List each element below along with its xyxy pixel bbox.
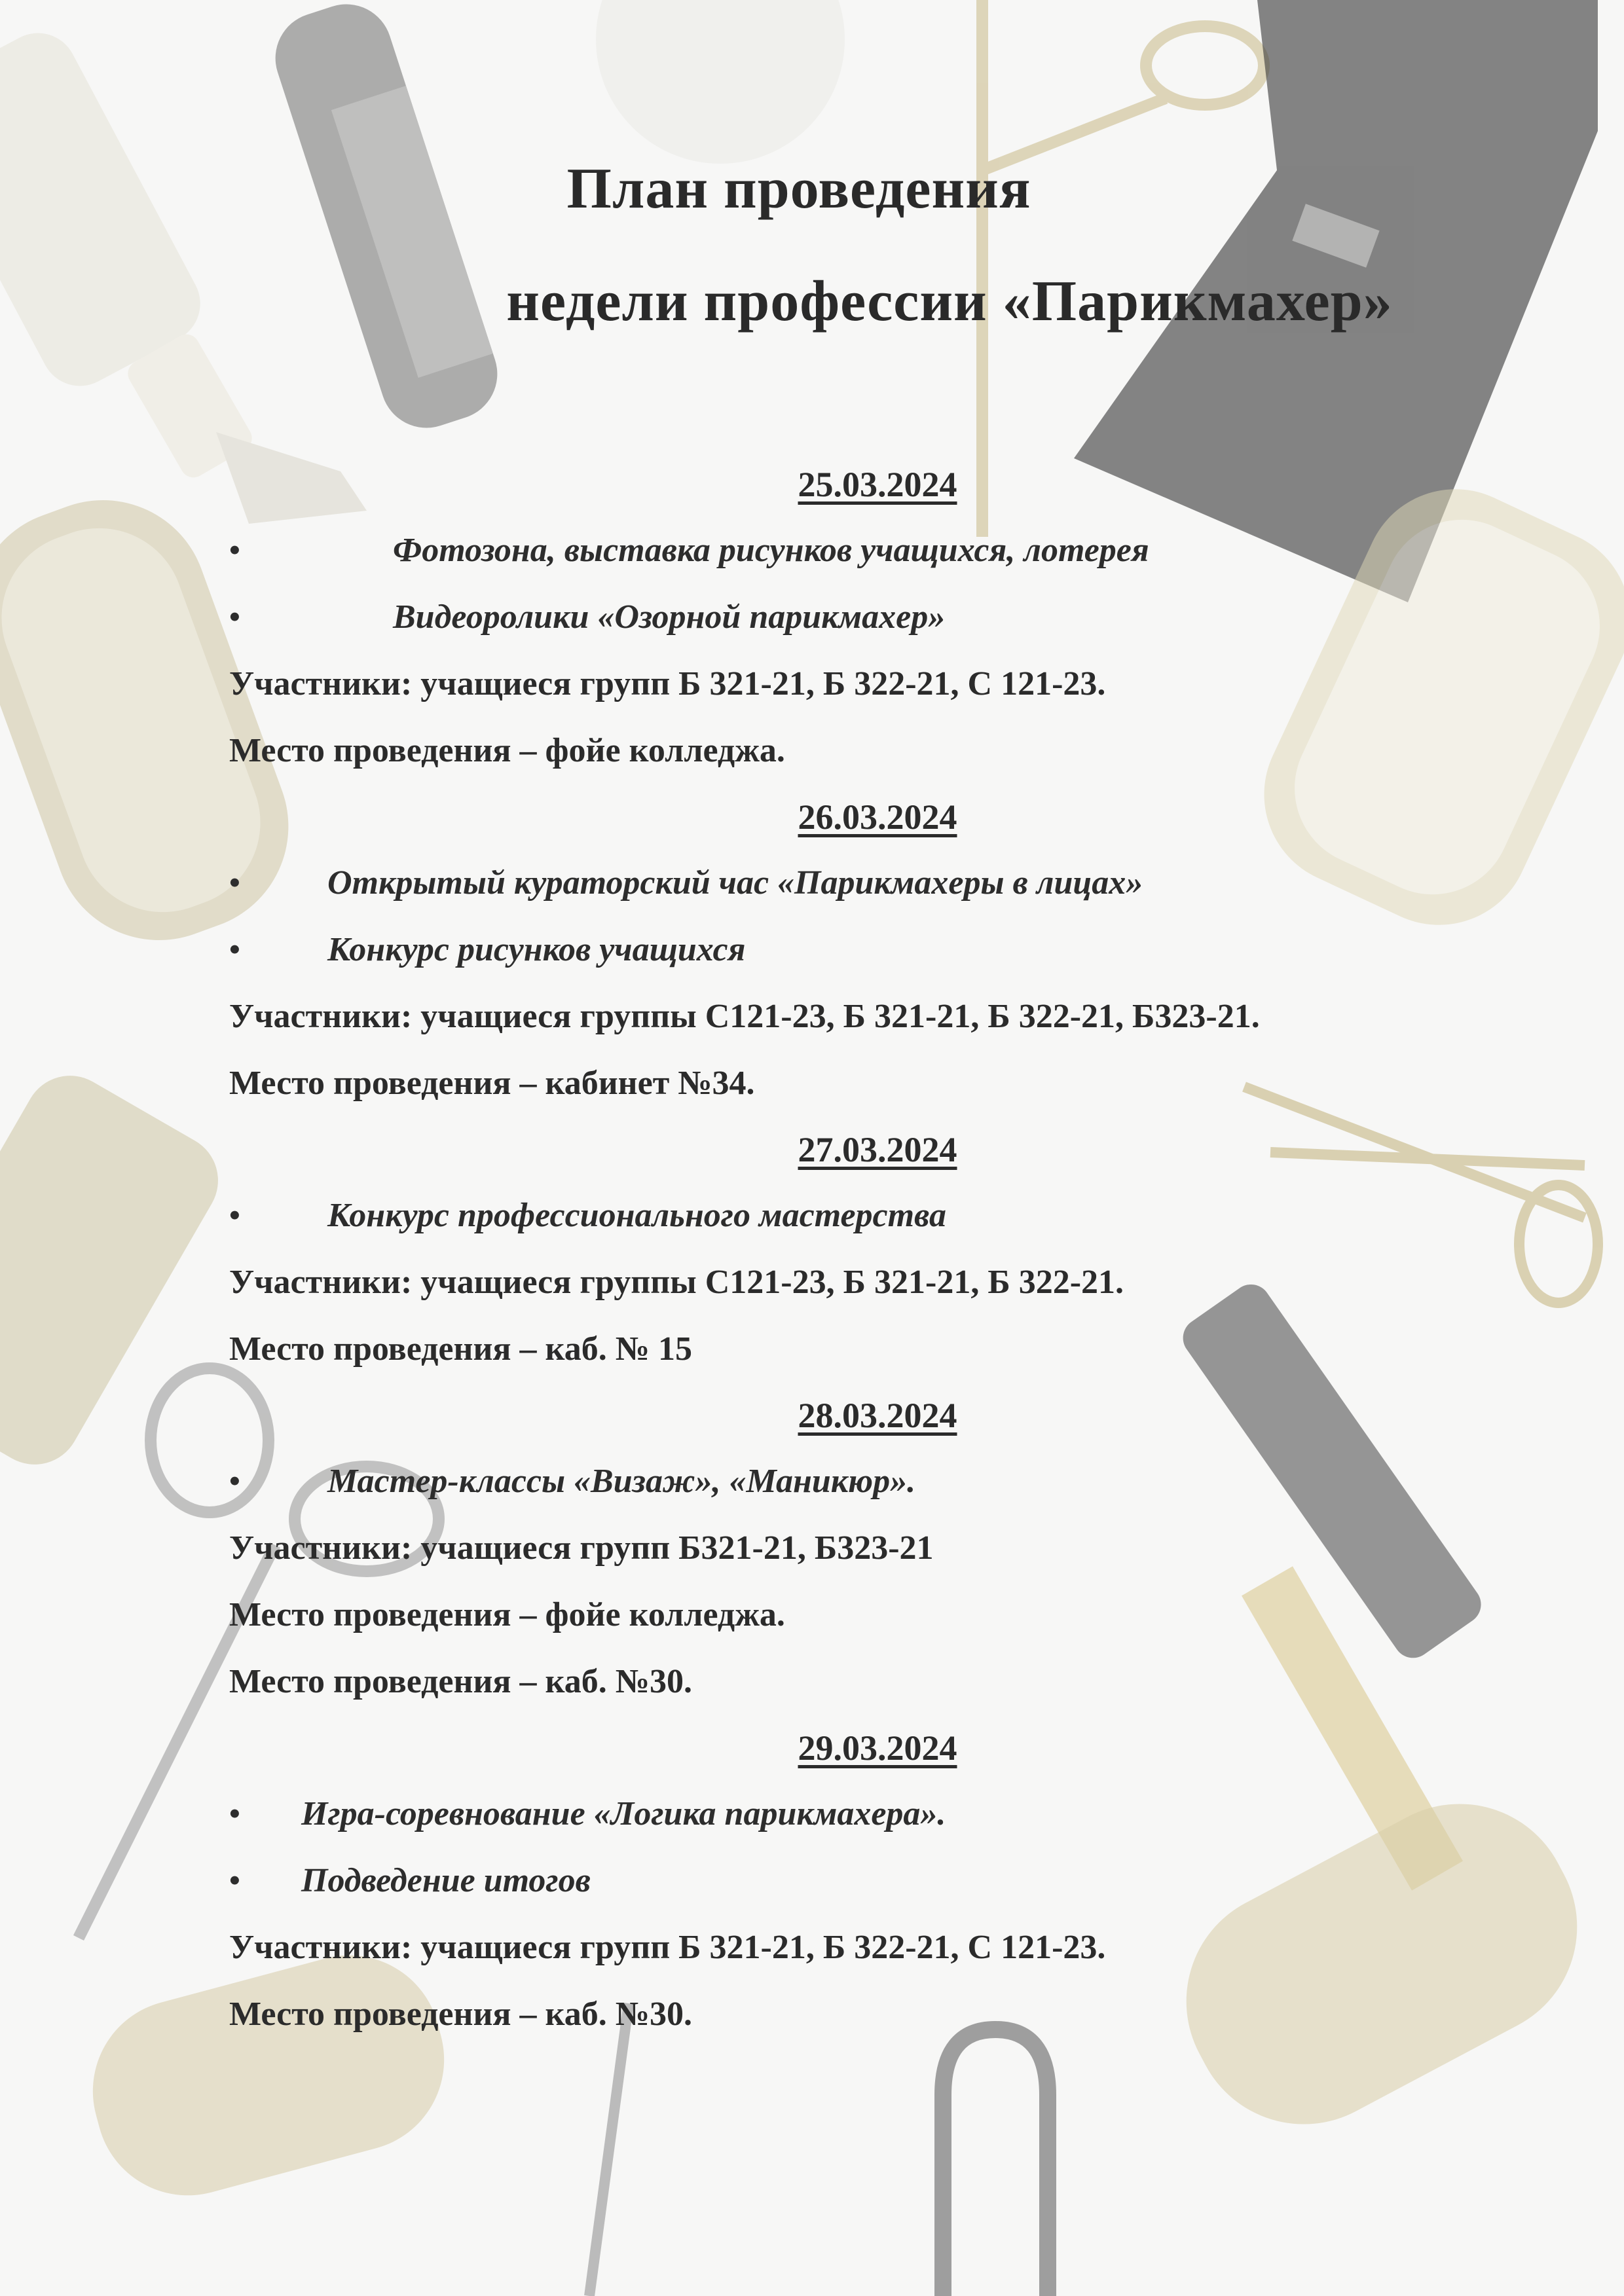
event-label: Видеоролики «Озорной парикмахер»	[393, 598, 946, 636]
day-section	[229, 1715, 1408, 2048]
participants: Участники: учащиеся группы С121-23, Б 321-21, Б 322-21, Б323-21.	[229, 998, 1260, 1035]
participants: Участники: учащиеся группы С121-23, Б 321-21, Б 322-21.	[229, 1264, 1124, 1301]
day-section	[229, 784, 1408, 1117]
day-date: 29.03.2024	[798, 1728, 957, 1768]
event-item	[229, 517, 1408, 584]
day-date: 25.03.2024	[798, 465, 957, 504]
day-section	[229, 452, 1408, 784]
event-label: Конкурс рисунков учащихся	[327, 931, 746, 968]
schedule	[229, 452, 1408, 2048]
event-label: Игра-соревнование «Логика парикмахера».	[301, 1795, 946, 1832]
bullet-icon: •	[229, 1464, 240, 1499]
venue: Место проведения – кабинет №34.	[229, 1065, 755, 1102]
day-section	[229, 1383, 1408, 1715]
event-item	[229, 1848, 1408, 1914]
participants: Участники: учащиеся групп Б 321-21, Б 322-21, С 121-23.	[229, 665, 1106, 702]
day-date: 26.03.2024	[798, 797, 957, 837]
event-label: Мастер-классы «Визаж», «Маникюр».	[327, 1463, 916, 1500]
event-item	[229, 917, 1408, 983]
bullet-icon: •	[229, 533, 240, 568]
venue: Место проведения – фойе колледжа.	[229, 732, 785, 769]
venue: Место проведения – каб. №30.	[229, 1663, 692, 1700]
title-line-2: недели профессии «Парикмахер»	[506, 270, 1393, 333]
bullet-icon: •	[229, 1863, 240, 1898]
bullet-icon: •	[229, 1198, 240, 1233]
day-date: 28.03.2024	[798, 1396, 957, 1435]
day-section	[229, 1117, 1408, 1383]
venue: Место проведения – фойе колледжа.	[229, 1596, 785, 1633]
event-label: Конкурс профессионального мастерства	[327, 1197, 946, 1234]
event-label: Фотозона, выставка рисунков учащихся, лотерея	[393, 532, 1149, 569]
event-item	[229, 1448, 1408, 1515]
participants: Участники: учащиеся групп Б 321-21, Б 322-21, С 121-23.	[229, 1929, 1106, 1966]
day-date: 27.03.2024	[798, 1130, 957, 1169]
event-item	[229, 584, 1408, 651]
bullet-icon: •	[229, 1796, 240, 1831]
event-item	[229, 1182, 1408, 1249]
event-item	[229, 850, 1408, 917]
bullet-icon: •	[229, 600, 240, 634]
event-label: Подведение итогов	[301, 1862, 591, 1899]
bullet-icon: •	[229, 932, 240, 967]
event-label: Открытый кураторский час «Парикмахеры в лицах»	[327, 864, 1143, 902]
event-item	[229, 1781, 1408, 1848]
venue: Место проведения – каб. № 15	[229, 1330, 692, 1368]
venue: Место проведения – каб. №30.	[229, 1995, 692, 2033]
jar-icon	[596, 0, 845, 164]
participants: Участники: учащиеся групп Б321-21, Б323-21	[229, 1529, 934, 1567]
bullet-icon: •	[229, 866, 240, 900]
title-line-1: План проведения	[566, 157, 1031, 221]
spray-bottle-icon-2	[0, 1059, 235, 1482]
